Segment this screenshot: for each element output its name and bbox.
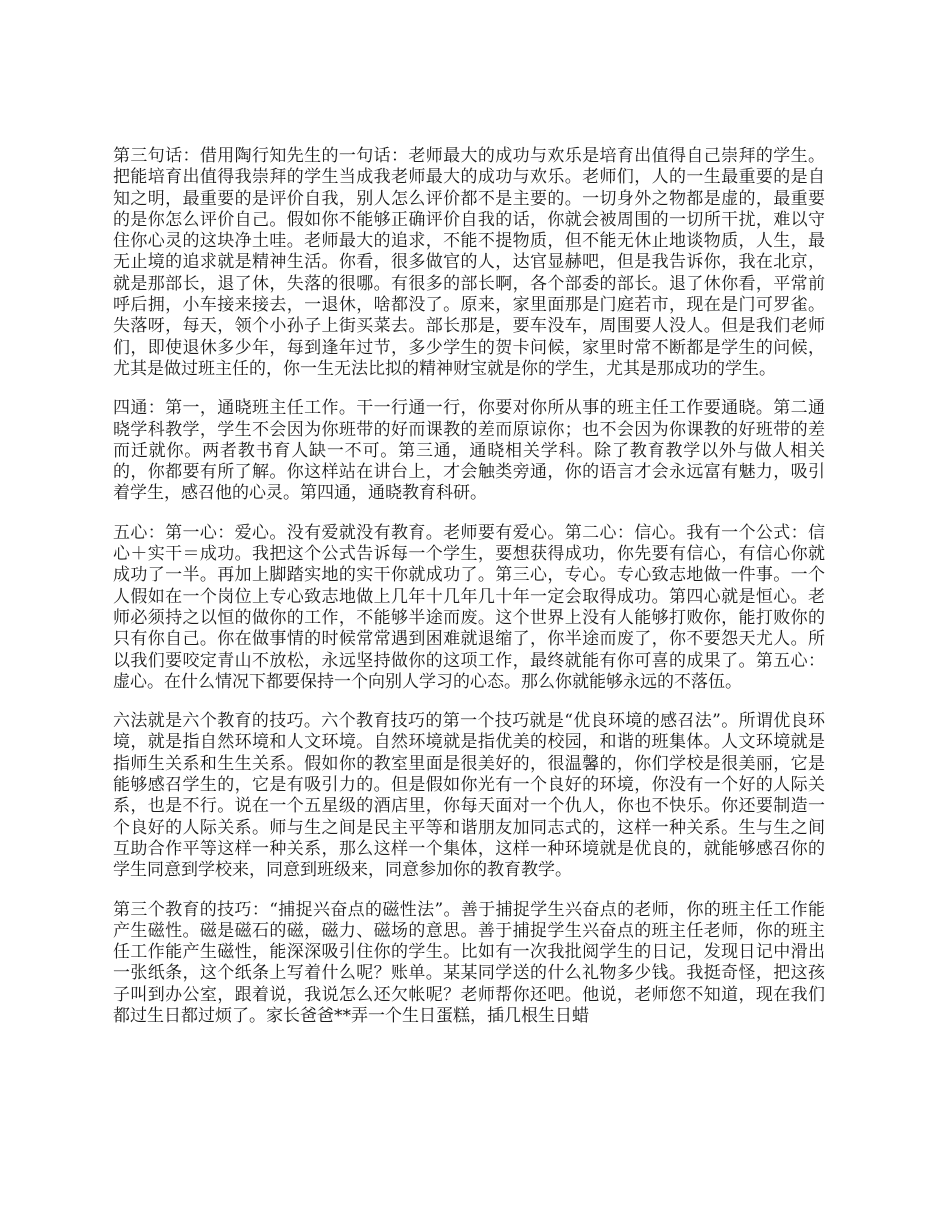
paragraph-six-methods: 六法就是六个教育的技巧。六个教育技巧的第一个技巧就是“优良环境的感召法”。所谓优良环境，就是指自然环境和人文环境。自然环境就是指优美的校园，和谐的班集体。人文环境就是指师生关系和生生关系。假如你的教室里面是很美好的，很温馨的，你们学校是很美丽，它是能够感召学生的，它是有吸引力的。但是假如你光有一个良好的环境，你没有一个好的人际关系，也是不行。说在一个五星级的酒店里，你每天面对一个仇人，你也不快乐。你还要制造一个良好的人际关系。师与生之间是民主平等和谐朋友加同志式的，这样一种关系。生与生之间互助合作平等这样一种关系，那么这样一个集体，这样一种环境就是优良的，就能够感召你的学生同意到学校来，同意到班级来，同意参加你的教育教学。 [113,711,825,881]
paragraph-five-hearts: 五心：第一心：爱心。没有爱就没有教育。老师要有爱心。第二心：信心。我有一个公式：信心＋实干＝成功。我把这个公式告诉每一个学生，要想获得成功，你先要有信心，有信心你就成功了一半。再加上脚踏实地的实干你就成功了。第三心，专心。专心致志地做一件事。一个人假如在一个岗位上专心致志地做上几年十几年几十年一定会取得成功。第四心就是恒心。老师必须持之以恒的做你的工作，不能够半途而废。这个世界上没有人能够打败你，能打败你的只有你自己。你在做事情的时候常常遇到困难就退缩了，你半途而废了，你不要怨天尤人。所以我们要咬定青山不放松，永远坚持做你的这项工作，最终就能有你可喜的成果了。第五心：虚心。在什么情况下都要保持一个向别人学习的心态。那么你就能够永远的不落伍。 [113,522,825,692]
document-page [113,146,825,1045]
paragraph-third-technique: 第三个教育的技巧：“捕捉兴奋点的磁性法”。善于捕捉学生兴奋点的老师，你的班主任工作能产生磁性。磁是磁石的磁，磁力、磁场的意思。善于捕捉学生兴奋点的班主任老师，你的班主任工作能产生磁性，能深深吸引住你的学生。比如有一次我批阅学生的日记，发现日记中滑出一张纸条，这个纸条上写着什么呢？账单。某某同学送的什么礼物多少钱。我挺奇怪，把这孩子叫到办公室，跟着说，我说怎么还欠帐呢？老师帮你还吧。他说，老师您不知道，现在我们都过生日都过烦了。家长爸爸**弄一个生日蛋糕，插几根生日蜡 [113,899,825,1026]
paragraph-four-mastery: 四通：第一，通晓班主任工作。干一行通一行，你要对你所从事的班主任工作要通晓。第二通晓学科教学，学生不会因为你班带的好而课教的差而原谅你；也不会因为你课教的好班带的差而迁就你。两者教书育人缺一不可。第三通，通晓相关学科。除了教育教学以外与做人相关的，你都要有所了解。你这样站在讲台上，才会触类旁通，你的语言才会永远富有魅力，吸引着学生，感召他的心灵。第四通，通晓教育科研。 [113,398,825,504]
paragraph-third-saying: 第三句话：借用陶行知先生的一句话：老师最大的成功与欢乐是培育出值得自己崇拜的学生。把能培育出值得我崇拜的学生当成我老师最大的成功与欢乐。老师们，人的一生最重要的是自知之明，最重要的是评价自我，别人怎么评价都不是主要的。一切身外之物都是虚的，最重要的是你怎么评价自己。假如你不能够正确评价自我的话，你就会被周围的一切所干扰，难以守住你心灵的这块净土哇。老师最大的追求，不能不提物质，但不能无休止地谈物质，人生，最无止境的追求就是精神生活。你看，很多做官的人，达官显赫吧，但是我告诉你，我在北京，就是那部长，退了休，失落的很哪。有很多的部长啊，各个部委的部长。退了休你看，平常前呼后拥，小车接来接去，一退休，啥都没了。原来，家里面那是门庭若市，现在是门可罗雀。失落呀，每天，领个小孙子上街买菜去。部长那是，要车没车，周围要人没人。但是我们老师们，即使退休多少年，每到逢年过节，多少学生的贺卡问候，家里时常不断都是学生的问候，尤其是做过班主任的，你一生无法比拟的精神财宝就是你的学生，尤其是那成功的学生。 [113,146,825,379]
